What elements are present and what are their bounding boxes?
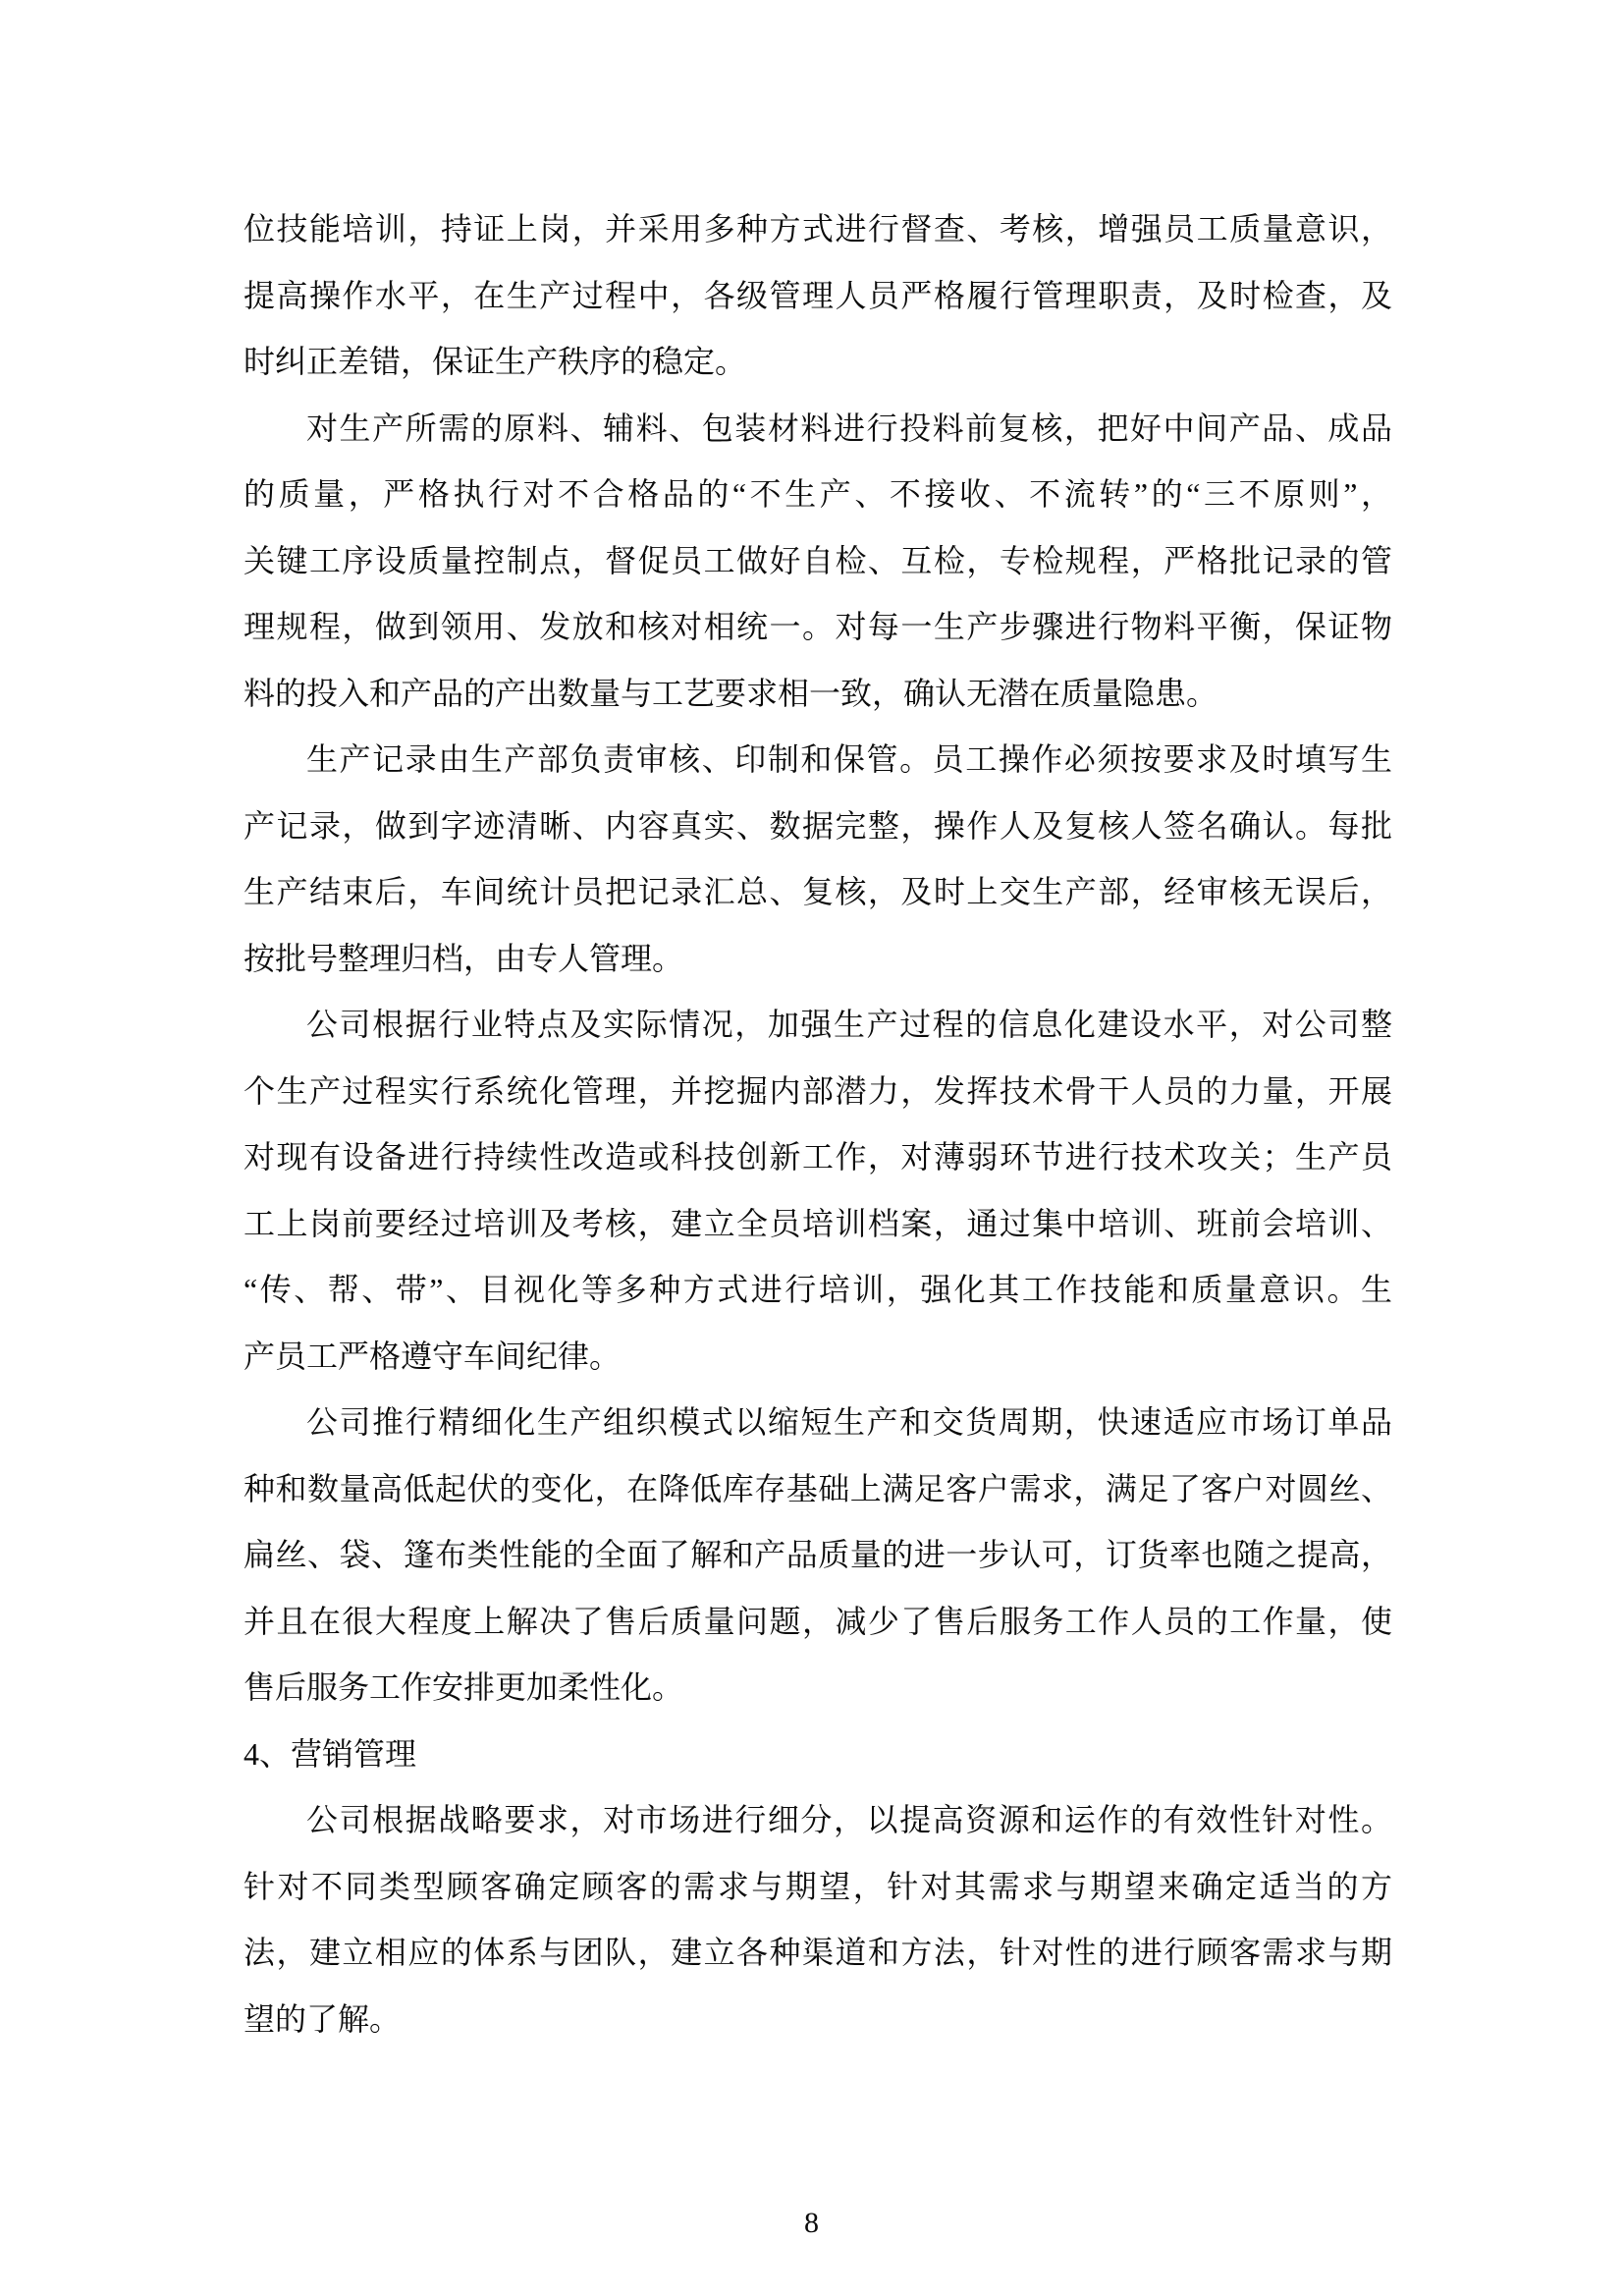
text-line: “传、帮、带”、目视化等多种方式进行培训，强化其工作技能和质量意识。生 [243, 1272, 1392, 1307]
text-line: 提高操作水平，在生产过程中，各级管理人员严格履行管理职责，及时检查，及 [243, 277, 1392, 313]
section-heading: 4、营销管理 [243, 1735, 417, 1772]
text-line: 对现有设备进行持续性改造或科技创新工作，对薄弱环节进行技术攻关；生产员 [243, 1139, 1392, 1175]
text-line: 生产结束后，车间统计员把记录汇总、复核，及时上交生产部，经审核无误后， [243, 874, 1392, 909]
text-line: 产员工严格遵守车间纪律。 [243, 1338, 622, 1374]
text-line: 关键工序设质量控制点，督促员工做好自检、互检，专检规程，严格批记录的管 [243, 542, 1392, 578]
text-line: 公司推行精细化生产组织模式以缩短生产和交货周期，快速适应市场订单品 [306, 1404, 1392, 1440]
text-line: 售后服务工作安排更加柔性化。 [243, 1669, 684, 1705]
text-line: 公司根据行业特点及实际情况，加强生产过程的信息化建设水平，对公司整 [306, 1007, 1392, 1042]
text-line: 工上岗前要经过培训及考核，建立全员培训档案，通过集中培训、班前会培训、 [243, 1205, 1392, 1241]
document-body [243, 196, 1392, 2052]
text-line: 生产记录由生产部负责审核、印制和保管。员工操作必须按要求及时填写生 [306, 741, 1392, 777]
text-line: 位技能培训，持证上岗，并采用多种方式进行督查、考核，增强员工质量意识， [243, 211, 1392, 246]
text-line: 按批号整理归档，由专人管理。 [243, 940, 684, 976]
page-footer [0, 2207, 1623, 2240]
page-number: 8 [804, 2207, 819, 2239]
text-line: 的质量，严格执行对不合格品的“不生产、不接收、不流转”的“三不原则”， [243, 476, 1392, 512]
text-line: 对生产所需的原料、辅料、包装材料进行投料前复核，把好中间产品、成品 [306, 410, 1392, 446]
text-line: 扁丝、袋、篷布类性能的全面了解和产品质量的进一步认可，订货率也随之提高， [243, 1537, 1392, 1572]
text-line: 个生产过程实行系统化管理，并挖掘内部潜力，发挥技术骨干人员的力量，开展 [243, 1072, 1392, 1109]
text-line: 望的了解。 [243, 2000, 402, 2037]
text-line: 理规程，做到领用、发放和核对相统一。对每一生产步骤进行物料平衡，保证物 [243, 609, 1392, 644]
text-line: 并且在很大程度上解决了售后质量问题，减少了售后服务工作人员的工作量，使 [243, 1603, 1392, 1639]
text-line: 公司根据战略要求，对市场进行细分，以提高资源和运作的有效性针对性。 [306, 1802, 1392, 1837]
text-line: 产记录，做到字迹清晰、内容真实、数据完整，操作人及复核人签名确认。每批 [243, 807, 1392, 844]
text-line: 种和数量高低起伏的变化，在降低库存基础上满足客户需求，满足了客户对圆丝、 [243, 1470, 1392, 1506]
text-line: 料的投入和产品的产出数量与工艺要求相一致，确认无潜在质量隐患。 [243, 675, 1218, 711]
text-line: 针对不同类型顾客确定顾客的需求与期望，针对其需求与期望来确定适当的方 [243, 1868, 1392, 1904]
text-line: 时纠正差错，保证生产秩序的稳定。 [243, 344, 747, 379]
text-line: 法，建立相应的体系与团队，建立各种渠道和方法，针对性的进行顾客需求与期 [243, 1935, 1392, 1970]
